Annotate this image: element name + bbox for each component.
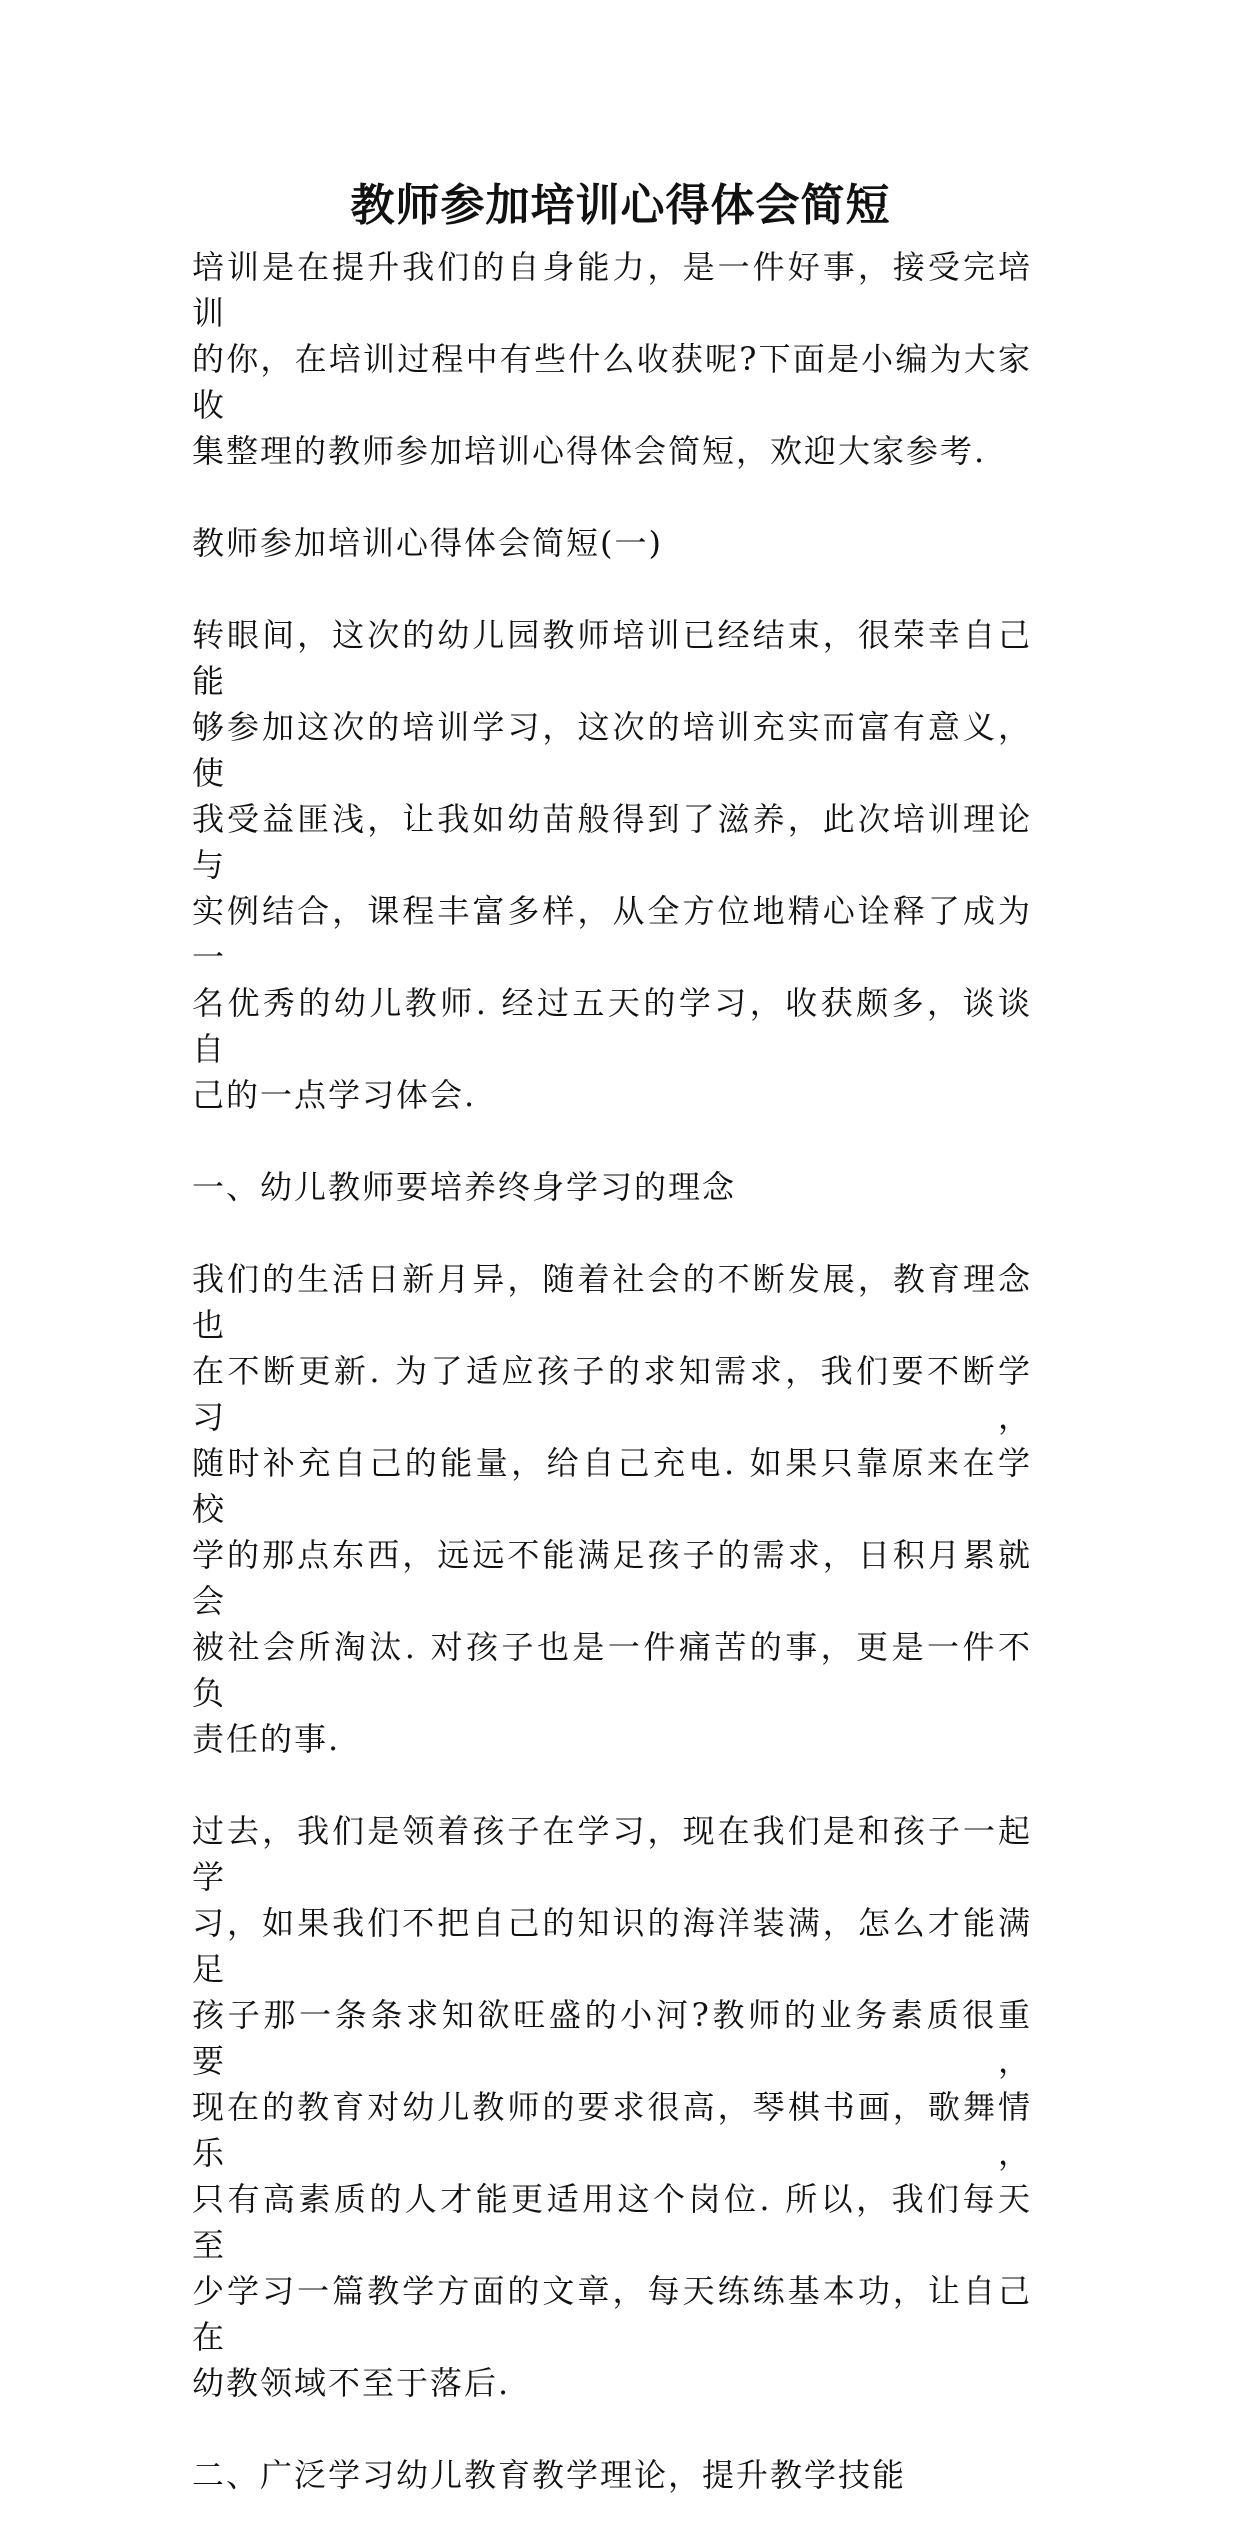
text-line: 习，如果我们不把自己的知识的海洋装满，怎么才能满足 [192, 1904, 1032, 1988]
text-line: 名优秀的幼儿教师. 经过五天的学习，收获颇多，谈谈自 [192, 984, 1032, 1068]
text-line: 过去，我们是领着孩子在学习，现在我们是和孩子一起学 [192, 1812, 1032, 1896]
paragraph-1 [192, 612, 1032, 1118]
document-title: 教师参加培训心得体会简短 [350, 180, 891, 231]
heading-1: 一、幼儿教师要培养终身学习的理念 [192, 1168, 737, 1206]
text-line: 够参加这次的培训学习，这次的培训充实而富有意义，使 [192, 708, 1032, 792]
text-line: 幼教领域不至于落后. [192, 2364, 511, 2402]
intro-paragraph [192, 244, 1032, 474]
text-line: 转眼间，这次的幼儿园教师培训已经结束，很荣幸自己能 [192, 616, 1032, 700]
text-line: 少学习一篇教学方面的文章，每天练练基本功，让自己在 [192, 2272, 1032, 2356]
text-line: 的你，在培训过程中有些什么收获呢?下面是小编为大家收 [192, 340, 1032, 424]
section-title: 教师参加培训心得体会简短(一) [192, 524, 663, 562]
text-line: 在不断更新. 为了适应孩子的求知需求，我们要不断学习， [192, 1352, 1032, 1436]
document-body [192, 244, 1032, 2544]
text-line: 现在的教育对幼儿教师的要求很高，琴棋书画，歌舞情乐， [192, 2088, 1032, 2172]
paragraph-3 [192, 1808, 1032, 2406]
text-line: 我受益匪浅，让我如幼苗般得到了滋养，此次培训理论与 [192, 800, 1032, 884]
heading-2: 二、广泛学习幼儿教育教学理论，提升教学技能 [192, 2456, 907, 2494]
text-line: 被社会所淘汰. 对孩子也是一件痛苦的事，更是一件不负 [192, 1628, 1032, 1712]
text-line: 随时补充自己的能量，给自己充电. 如果只靠原来在学校 [192, 1444, 1032, 1528]
text-line: 我们的生活日新月异，随着社会的不断发展，教育理念也 [192, 1260, 1032, 1344]
text-line: 培训是在提升我们的自身能力，是一件好事，接受完培训 [192, 248, 1032, 332]
text-line: 集整理的教师参加培训心得体会简短，欢迎大家参考. [192, 432, 987, 470]
text-line: 责任的事. [192, 1720, 341, 1758]
paragraph-2 [192, 1256, 1032, 1762]
text-line: 只有高素质的人才能更适用这个岗位. 所以，我们每天至 [192, 2180, 1032, 2264]
text-line: 己的一点学习体会. [192, 1076, 477, 1114]
text-line: 学的那点东西，远远不能满足孩子的需求，日积月累就会 [192, 1536, 1032, 1620]
text-line: 孩子那一条条求知欲旺盛的小河?教师的业务素质很重要， [192, 1996, 1032, 2080]
text-line: 实例结合，课程丰富多样，从全方位地精心诠释了成为一 [192, 892, 1032, 976]
